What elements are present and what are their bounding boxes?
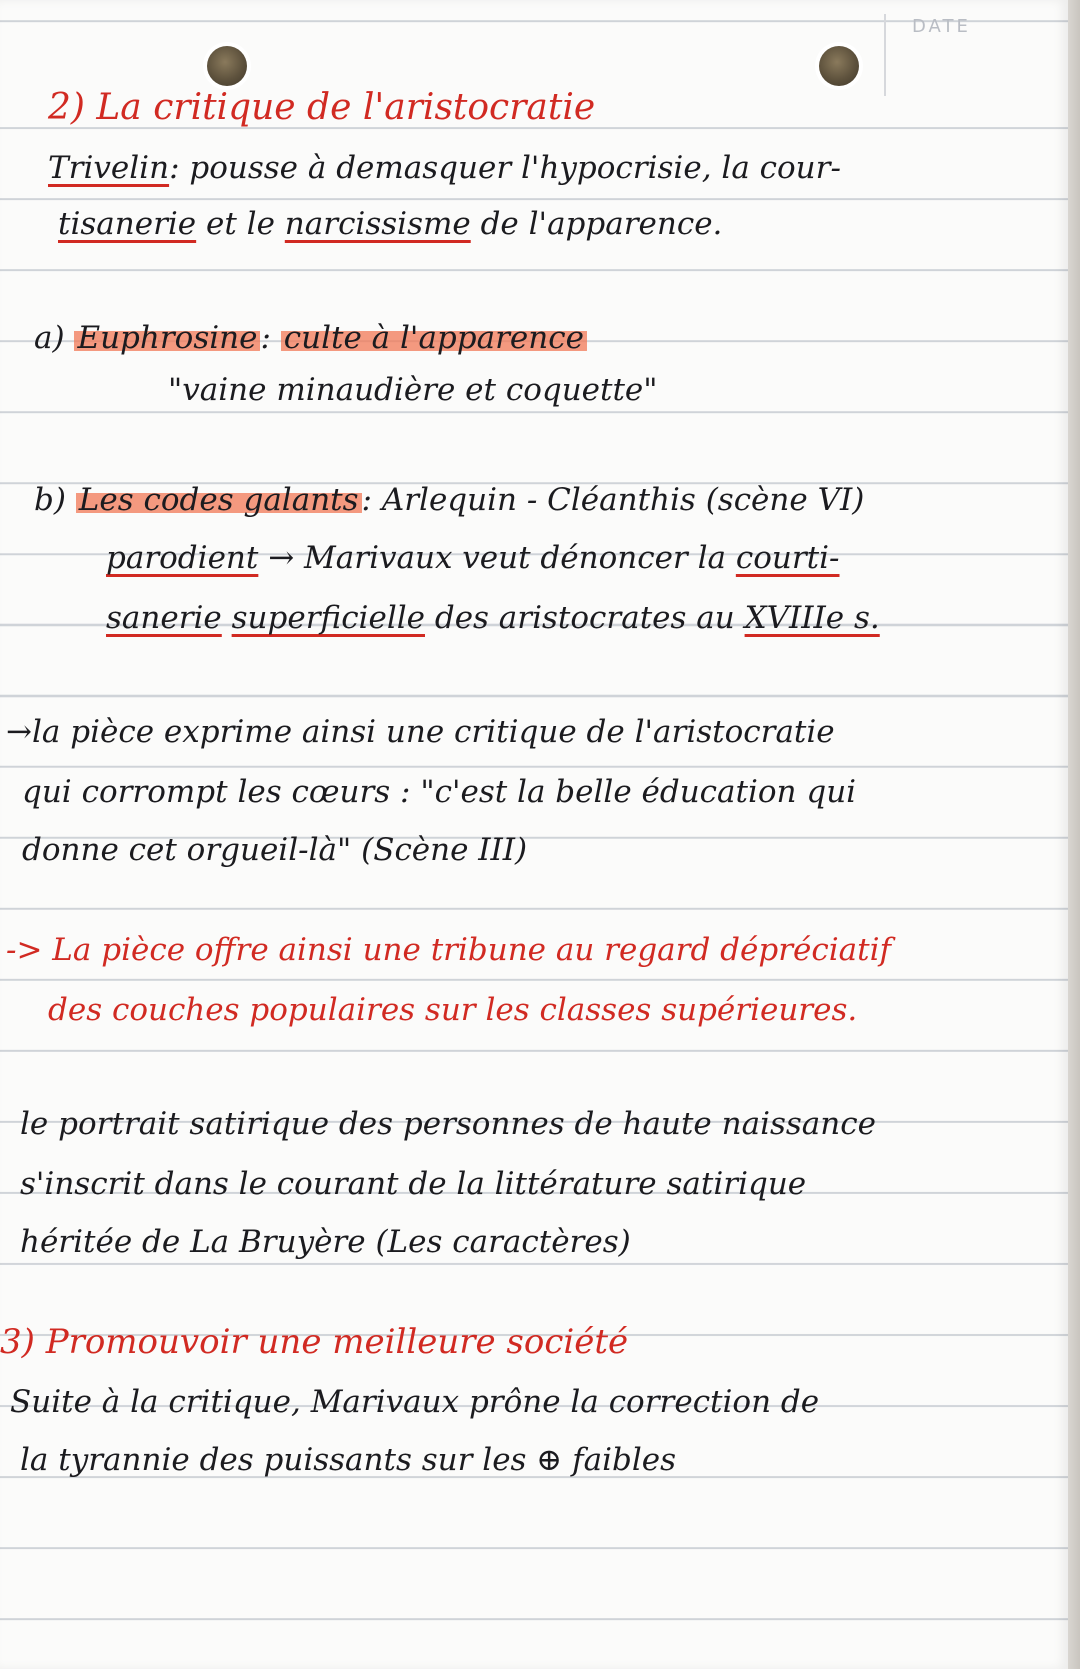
critique-line-1: →la pièce exprime ainsi une critique de l'aristocratie [6, 714, 835, 750]
point-b-line-2 [106, 538, 840, 578]
section-3-line-2: la tyrannie des puissants sur les ⊕ faibles [20, 1442, 677, 1478]
binder-hole-right [819, 46, 859, 86]
point-a-label: a) [34, 320, 75, 356]
critique-line-2: qui corrompt les cœurs : "c'est la belle éducation qui [22, 774, 857, 810]
point-a-line-1 [34, 318, 587, 358]
trivelin-line-2-text-a: et le [196, 206, 285, 242]
date-label: DATE [912, 16, 971, 37]
section-2-title: 2) La critique de l'aristocratie [48, 87, 596, 128]
word-xviiie: XVIIIe s. [744, 600, 880, 636]
point-b-line-3 [106, 598, 880, 638]
point-b-line-3-text: des aristocrates au [425, 600, 745, 636]
trivelin-name: Trivelin [48, 150, 170, 186]
point-a-quote: "vaine minaudière et coquette" [168, 372, 658, 408]
trivelin-line-2-text-b: de l'apparence. [470, 206, 723, 242]
word-narcissisme: narcissisme [284, 206, 471, 242]
point-b-line-3-space [222, 600, 232, 636]
date-box [884, 14, 1006, 96]
word-tisanerie: tisanerie [58, 206, 197, 242]
word-parodient: parodient [106, 540, 259, 576]
word-sanerie: sanerie [106, 600, 222, 636]
word-superficielle: superficielle [231, 600, 425, 636]
point-a-name: Euphrosine [74, 320, 260, 356]
point-a-highlight: culte à l'apparence [281, 320, 587, 356]
trivelin-line-1-text: : pousse à demasquer l'hypocrisie, la cour- [169, 150, 841, 186]
point-b-line-1 [34, 480, 864, 520]
section-3-title: 3) Promouvoir une meilleure société [0, 1322, 629, 1362]
point-b-label: b) [34, 482, 76, 518]
point-a-sep: : [260, 320, 281, 356]
word-courti: courti- [735, 540, 840, 576]
binder-hole-left [207, 46, 247, 86]
satire-line-1: le portrait satirique des personnes de haute naissance [20, 1106, 876, 1142]
conclusion-line-2: des couches populaires sur les classes supérieures. [48, 992, 858, 1028]
trivelin-line-1 [48, 148, 841, 188]
critique-line-3: donne cet orgueil-là" (Scène III) [22, 832, 528, 868]
trivelin-line-2 [58, 204, 722, 244]
satire-line-3: héritée de La Bruyère (Les caractères) [20, 1224, 631, 1260]
point-b-line-2-text: → Marivaux veut dénoncer la [258, 540, 736, 576]
point-b-line-1-text: : Arlequin - Cléanthis (scène VI) [361, 482, 865, 518]
point-b-highlight: Les codes galants [76, 482, 362, 518]
page-edge [1068, 0, 1080, 1669]
conclusion-line-1: -> La pièce offre ainsi une tribune au regard dépréciatif [6, 932, 891, 968]
satire-line-2: s'inscrit dans le courant de la littérature satirique [20, 1166, 807, 1202]
section-3-line-1: Suite à la critique, Marivaux prône la correction de [10, 1384, 820, 1420]
